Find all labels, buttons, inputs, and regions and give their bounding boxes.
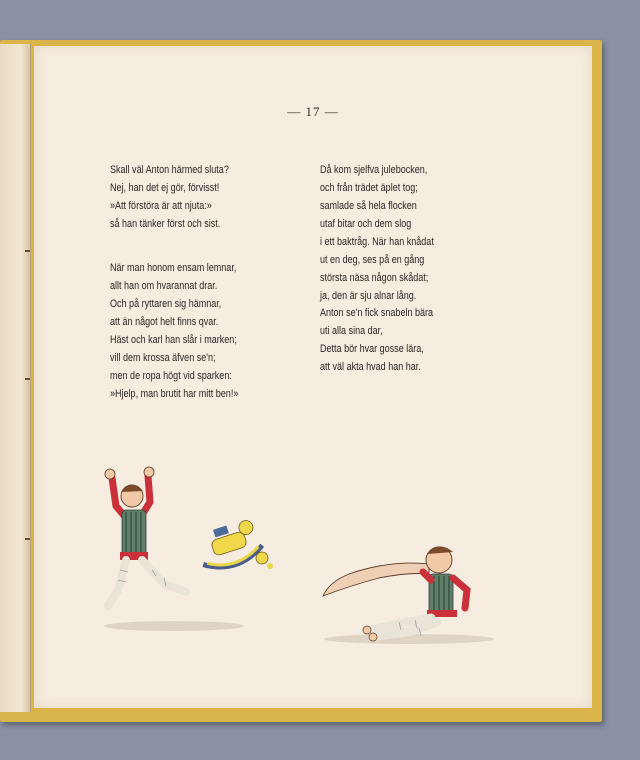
boy-with-long-nose-illustration xyxy=(319,526,499,646)
verse-line: Då kom sjelfva julebocken, xyxy=(320,164,428,176)
verse-line: »Att förstöra är att njuta:» xyxy=(110,200,212,212)
verse-line: samlade så hela flocken xyxy=(320,200,417,212)
verse-line: ut en deg, ses på en gång xyxy=(320,254,425,266)
verse-line: uti alla sina dar, xyxy=(320,325,383,337)
right-stanza-2 xyxy=(320,304,458,376)
verse-line: men de ropa högt vid sparken: xyxy=(110,370,232,382)
verse-line: och från trädet äplet tog; xyxy=(320,182,418,194)
verse-line: Nej, han det ej gör, förvisst! xyxy=(110,182,220,194)
verse-line: »Hjelp, man brutit har mitt ben!» xyxy=(110,388,239,400)
verse-line: utaf bitar och dem slog xyxy=(320,218,412,230)
verse-line: Skall väl Anton härmed sluta? xyxy=(110,164,229,176)
left-stanza-2 xyxy=(110,259,267,403)
boy-kicking-toy-horse-illustration xyxy=(94,458,274,638)
binding-stitch xyxy=(25,378,30,380)
verse-line: ja, den är sju alnar lång. xyxy=(320,290,417,302)
verse-line: i ett baktråg. När han knådat xyxy=(320,236,434,248)
binding-stitch xyxy=(25,250,30,252)
page-number: — 17 — xyxy=(287,104,339,119)
binding-stitch xyxy=(25,538,30,540)
left-stanza-1 xyxy=(110,161,255,233)
verse-line: Häst och karl han slår i marken; xyxy=(110,334,237,346)
verse-line: Anton se'n fick snabeln bära xyxy=(320,307,434,319)
verse-line: största näsa någon skådat; xyxy=(320,272,429,284)
verse-line: Detta bör hvar gosse lära, xyxy=(320,343,424,355)
verse-line: vill dem krossa äfven se'n; xyxy=(110,352,216,364)
book-page xyxy=(34,46,592,708)
verse-line: När man honom ensam lemnar, xyxy=(110,262,237,274)
right-stanza-1 xyxy=(320,161,459,305)
verse-line: Och på ryttaren sig hämnar, xyxy=(110,298,222,310)
verse-line: allt han om hvarannat drar. xyxy=(110,280,218,292)
verse-line: så han tänker först och sist. xyxy=(110,218,221,230)
verse-line: att väl akta hvad han har. xyxy=(320,361,421,373)
verse-line: att än något helt finns qvar. xyxy=(110,316,219,328)
